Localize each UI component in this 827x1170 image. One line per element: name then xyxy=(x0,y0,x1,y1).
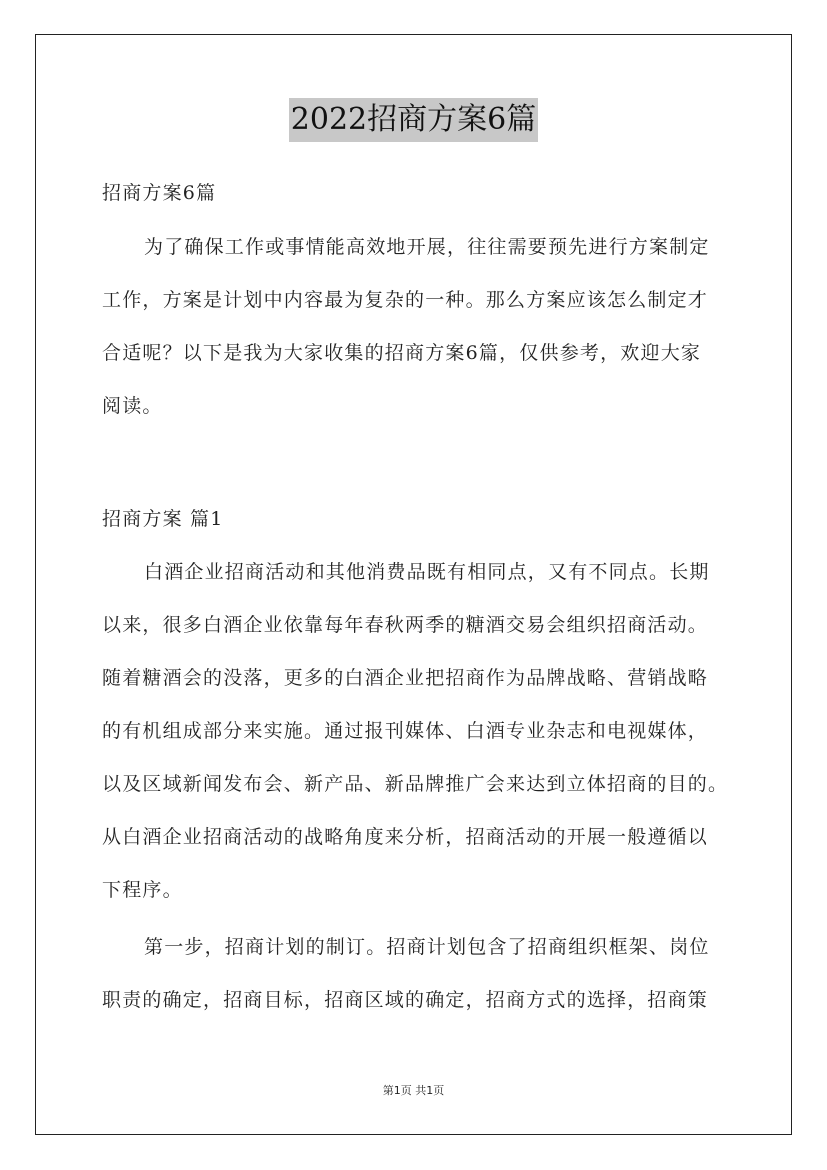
title-wrap xyxy=(0,98,827,142)
paragraph-line: 为了确保工作或事情能高效地开展，往往需要预先进行方案制定 xyxy=(144,236,710,258)
paragraph-line: 以来，很多白酒企业依靠每年春秋两季的糖酒交易会组织招商活动。 xyxy=(102,614,709,636)
section-heading: 招商方案 篇1 xyxy=(102,508,224,530)
paragraph-line: 随着糖酒会的没落，更多的白酒企业把招商作为品牌战略、营销战略 xyxy=(102,667,709,689)
paragraph-line: 阅读。 xyxy=(102,395,163,417)
paragraph-line: 以及区域新闻发布会、新产品、新品牌推广会来达到立体招商的目的。 xyxy=(102,773,729,795)
paragraph-line: 从白酒企业招商活动的战略角度来分析，招商活动的开展一般遵循以 xyxy=(102,826,709,848)
page-footer: 第1页 共1页 xyxy=(382,1084,445,1097)
heading-intro: 招商方案6篇 xyxy=(102,182,217,204)
paragraph-line: 白酒企业招商活动和其他消费品既有相同点，又有不同点。长期 xyxy=(144,561,710,583)
paragraph-line: 工作，方案是计划中内容最为复杂的一种。那么方案应该怎么制定才 xyxy=(102,289,709,311)
paragraph-line: 下程序。 xyxy=(102,879,183,901)
document-title: 2022招商方案6篇 xyxy=(289,98,538,142)
paragraph-line: 第一步，招商计划的制订。招商计划包含了招商组织框架、岗位 xyxy=(144,936,710,958)
paragraph-line: 的有机组成部分来实施。通过报刊媒体、白酒专业杂志和电视媒体， xyxy=(102,720,709,742)
paragraph-line: 合适呢？以下是我为大家收集的招商方案6篇，仅供参考，欢迎大家 xyxy=(102,342,702,364)
paragraph-line: 职责的确定，招商目标，招商区域的确定，招商方式的选择，招商策 xyxy=(102,989,709,1011)
